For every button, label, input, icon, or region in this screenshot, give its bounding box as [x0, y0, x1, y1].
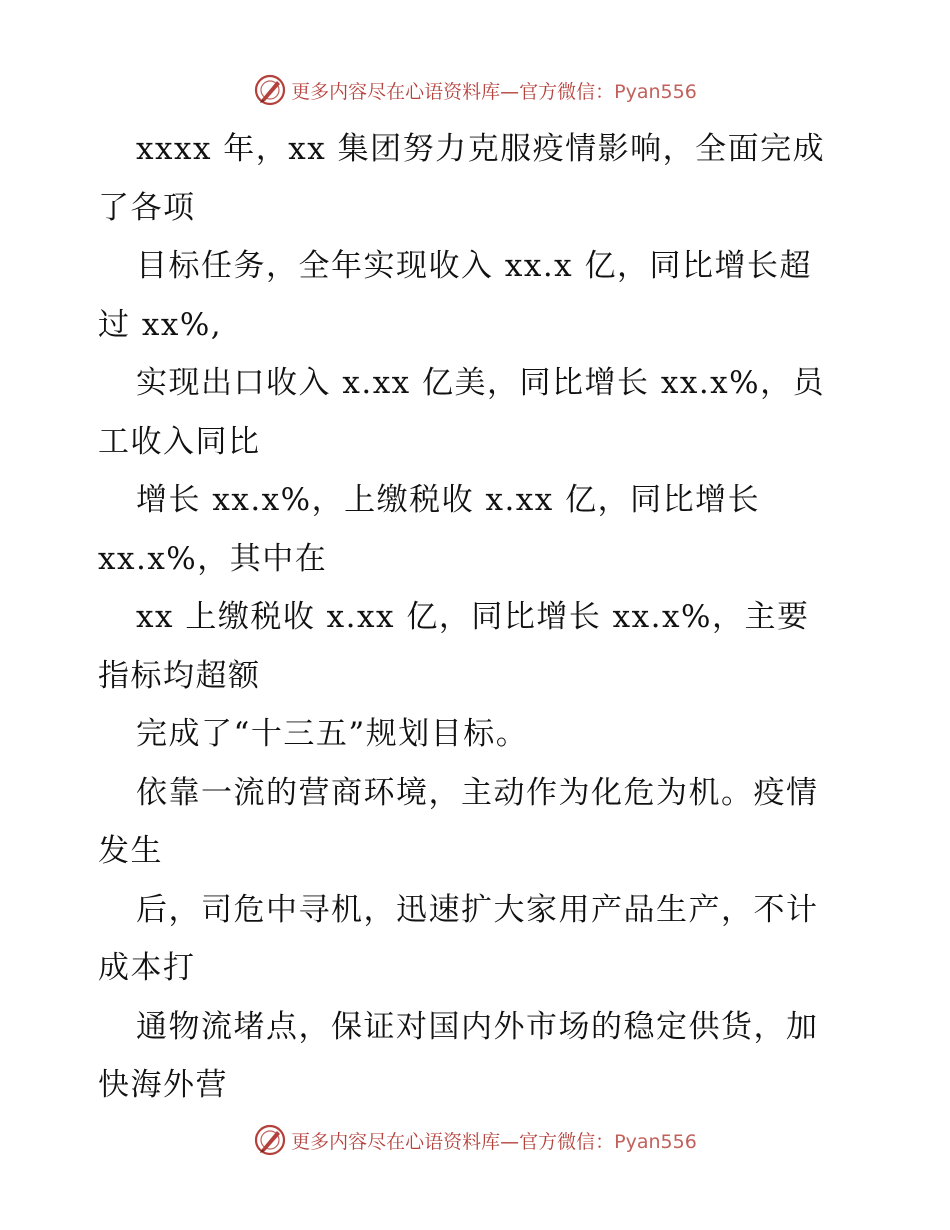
- body-line: 指标均超额: [98, 657, 261, 694]
- body-line: 后，司危中寻机，迅速扩大家用产品生产，不计: [136, 891, 819, 928]
- header-banner: [0, 70, 950, 110]
- body-line: 快海外营: [98, 1067, 228, 1103]
- body-line: 过 xx%,: [98, 306, 223, 343]
- header-banner-text: 更多内容尽在心语资料库—官方微信：Pyan556: [291, 80, 697, 103]
- body-line: 目标任务，全年实现收入 xx.x 亿，同比增长超: [136, 248, 813, 284]
- body-line: xx.x%，其中在: [98, 540, 328, 577]
- document-body: [98, 120, 858, 1115]
- pen-logo-icon: [253, 1123, 287, 1157]
- body-line: 完成了“十三五”规划目标。: [136, 716, 529, 752]
- footer-banner: [0, 1120, 950, 1160]
- body-line: 通物流堵点，保证对国内外市场的稳定供货，加: [136, 1008, 819, 1045]
- footer-banner-text: 更多内容尽在心语资料库—官方微信：Pyan556: [291, 1130, 697, 1153]
- body-line: 增长 xx.x%，上缴税收 x.xx 亿，同比增长: [136, 482, 761, 518]
- pen-logo-icon: [253, 73, 287, 107]
- body-line: 了各项: [98, 189, 196, 226]
- footer-wechat-id: Pyan556: [614, 1130, 697, 1153]
- body-line: 发生: [98, 833, 163, 869]
- body-line: 工收入同比: [98, 423, 261, 460]
- body-line: 实现出口收入 x.xx 亿美，同比增长 xx.x%，员: [136, 365, 826, 401]
- body-line: 成本打: [98, 950, 196, 986]
- body-line: xxxx 年，xx 集团努力克服疫情影响，全面完成: [136, 131, 826, 167]
- body-line: xx 上缴税收 x.xx 亿，同比增长 xx.x%，主要: [136, 599, 810, 635]
- body-line: 依靠一流的营商环境，主动作为化危为机。疫情: [136, 774, 819, 811]
- header-wechat-id: Pyan556: [614, 80, 697, 103]
